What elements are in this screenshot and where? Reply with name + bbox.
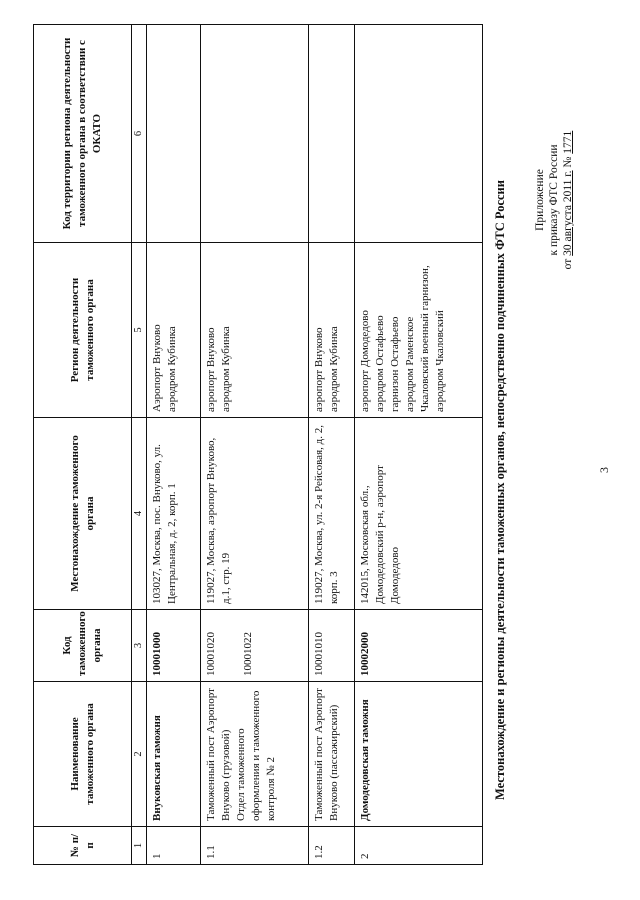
- row-name: Таможенный пост Аэропорт Внуково (грузовой): [205, 688, 232, 821]
- customs-bodies-table: [33, 24, 483, 865]
- appendix-header: [533, 35, 575, 365]
- row-number: 2: [355, 827, 483, 865]
- row-code: 10001010: [309, 610, 355, 682]
- from-prefix: от: [562, 255, 574, 270]
- header-name: Наименование таможенного органа: [34, 682, 132, 827]
- appendix-order-ref: к приказу ФТС России: [548, 144, 560, 256]
- row-name: Таможенный пост Аэропорт Внуково (пассажирский): [309, 682, 355, 827]
- row-location: 103027, Москва, пос. Внуково, ул. Центральная, д. 2, корп. 1: [147, 418, 201, 610]
- row-okato: [201, 25, 309, 243]
- row-region: [147, 243, 201, 418]
- row-region: [201, 243, 309, 418]
- row-name: Домодедовская таможня: [355, 682, 483, 827]
- appendix-date-number: [561, 35, 575, 365]
- region-line: аэропорт Домодедово: [359, 310, 371, 412]
- row-location: 142015, Московская обл., Домодедовский р-н, аэропорт Домодедово: [355, 418, 483, 610]
- order-date: 30 августа 2011 г.: [562, 170, 574, 256]
- row-number: 1.2: [309, 827, 355, 865]
- table-row: [309, 25, 355, 865]
- column-index-row: [132, 25, 147, 865]
- row-region: [355, 243, 483, 418]
- region-line: аэродром Остафьево: [374, 315, 386, 412]
- order-number: 1771: [562, 130, 574, 154]
- region-line: Аэропорт Внуково: [151, 324, 163, 412]
- row-location: 119027, Москва, ул. 2-я Рейсовая, д. 2, корп. 3: [309, 418, 355, 610]
- region-line: аэропорт Внуково: [205, 327, 217, 412]
- region-line: аэродром Кубинка: [220, 326, 232, 412]
- header-number: № п/п: [34, 827, 132, 865]
- row-code-cell: [201, 610, 309, 682]
- index-cell: 6: [132, 25, 147, 243]
- row-location: 119027, Москва, аэропорт Внуково, д.1, стр. 19: [201, 418, 309, 610]
- header-region: Регион деятельности таможенного органа: [34, 243, 132, 418]
- row-subname: Отдел таможенного оформления и таможенного контроля № 2: [235, 690, 277, 821]
- region-line: аэродром Кубинка: [328, 326, 340, 412]
- header-okato: Код территории региона деятельности таможенного органа в соответствии с ОКАТО: [34, 25, 132, 243]
- row-name: Внуковская таможня: [147, 682, 201, 827]
- region-line: аэродром Кубинка: [166, 326, 178, 412]
- region-line: аэропорт Внуково: [313, 327, 325, 412]
- index-cell: 1: [132, 827, 147, 865]
- row-okato: [355, 25, 483, 243]
- index-cell: 3: [132, 610, 147, 682]
- header-location: Местонахождение таможенного органа: [34, 418, 132, 610]
- row-number: 1.1: [201, 827, 309, 865]
- region-line: аэродром Раменское: [404, 316, 416, 412]
- table-row: [147, 25, 201, 865]
- row-code: 10001020: [205, 632, 217, 676]
- number-prefix: №: [562, 153, 574, 168]
- row-number: 1: [147, 827, 201, 865]
- appendix-label: Приложение: [534, 169, 546, 231]
- index-cell: 5: [132, 243, 147, 418]
- region-line: Чкаловский военный гарнизон,: [419, 265, 431, 412]
- row-subcode: 10001022: [242, 632, 254, 676]
- page-number: 3: [597, 467, 611, 473]
- header-code: Код таможенного органа: [34, 610, 132, 682]
- document-title: Местонахождение и регионы деятельности таможенных органов, непосредственно подчиненных ФТС России: [493, 180, 507, 800]
- rotated-document-sheet: [25, 5, 625, 885]
- row-name-cell: [201, 682, 309, 827]
- region-line: аэродром Чкаловский: [434, 310, 446, 412]
- table-row: [355, 25, 483, 865]
- table-header-row: [34, 25, 132, 865]
- row-okato: [309, 25, 355, 243]
- table-row: [201, 25, 309, 865]
- row-region: [309, 243, 355, 418]
- region-line: гарнизон Остафьево: [389, 316, 401, 412]
- row-okato: [147, 25, 201, 243]
- row-code: 10002000: [355, 610, 483, 682]
- index-cell: 4: [132, 418, 147, 610]
- row-code: 10001000: [147, 610, 201, 682]
- index-cell: 2: [132, 682, 147, 827]
